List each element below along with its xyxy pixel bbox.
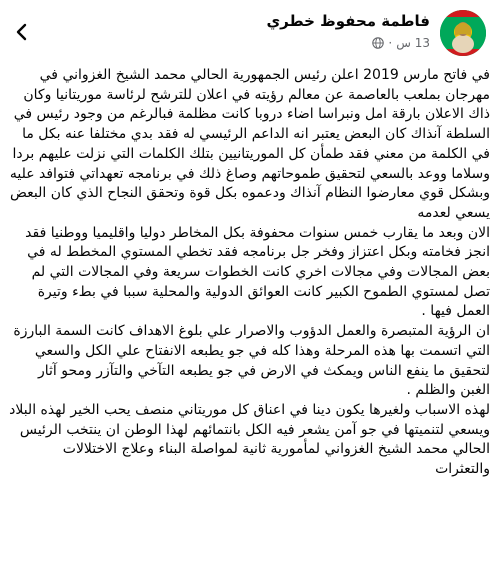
post-paragraph: ان الرؤية المتبصرة والعمل الدؤوب والاصرار علي بلوغ الاهداف كانت السمة البارزة التي اتسمت بها هذه المرحلة وهذا كله في جو يطبعه الانفتاح علي الكل والسعي لتحقيق ما ينفع الناس ويمكث في الارض في جو يطبعه التآخي والتآزر ومحو آثار الغبن والظلم . — [13, 323, 490, 399]
post-body — [8, 66, 490, 480]
meta-separator: · — [388, 36, 393, 50]
profile-picture — [440, 10, 486, 56]
post-header — [0, 10, 498, 58]
author-name[interactable]: فاطمة محفوظ خطري — [266, 12, 430, 30]
post-paragraph: في فاتح مارس 2019 اعلن رئيس الجمهورية الحالي محمد الشيخ الغزواني في مهرجان بملعب بالعاصمة عن معالم رؤيته في اعلان للترشح لرئاسة موريتانيا وكان ذاك الاعلان بارقة امل ونبراسا اضاء دروبا كانت مظلمة فبالرغم من وجود رئيس في السلطة آنذاك كان البعض يعتبر انه الداعم الرئيسي له فقد بدي مختلفا عنه بكل ما في الكلمة من معني فقد طمأن كل الموريتانيين بتلك الكلمات التي نزلت عليهم بردا وسلاما ووعد بالسعي لتحقيق طموحاتهم وصاغ ذلك في برنامجه تعهداتي فتوافد عليه وبشكل قوي معارضوا النظام آنذاك ودعموه بكل قوة وتحقق النجاح الذي كان البعض يسعي لعدمه — [9, 67, 490, 221]
back-button[interactable] — [8, 18, 36, 46]
globe-icon — [372, 37, 384, 49]
post-time[interactable]: 13 س — [396, 36, 430, 50]
post-paragraph: الان وبعد ما يقارب خمس سنوات محفوفة بكل المخاطر دوليا واقليميا ووطنيا فقد انجز فخامته وبكل اعتزاز وفخر جل برنامجه فقد تخطي المستوي المخطط له في بعض المجالات وفي مجالات اخري كانت الخطوات سريعة وفي المجالات التي لم تصل لمستوي الطموح الكبير كانت العوائق الدولية والمحلية سببا في بطء وتيرة العمل فيها . — [25, 224, 490, 320]
post-meta — [372, 36, 430, 50]
post-paragraph: لهذه الاسباب ولغيرها يكون دينا في اعناق كل موريتاني منصف يحب الخير لهذه البلاد ويسعي لتنميتها في جو آمن يشعر فيه الكل بانتمائهم لهذا الوطن ان ينتخب الرئيس الحالي محمد الشيخ الغزواني لمأمورية ثانية لمواصلة البناء وعلاج الاختلالات والتعثرات — [9, 401, 490, 478]
avatar[interactable] — [440, 10, 486, 56]
chevron-left-icon — [12, 22, 32, 42]
